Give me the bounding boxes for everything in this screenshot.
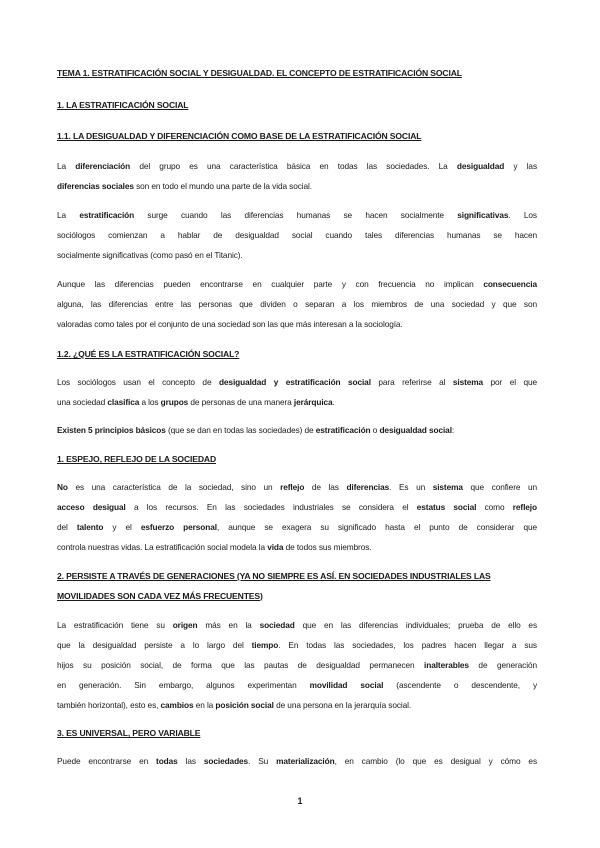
paragraph-1: La diferenciación del grupo es una característica básica en todas las sociedades. La desigualdad y las diferencias sociales son en todo el mundo una parte de la vida social. bbox=[57, 161, 537, 191]
paragraph-7: La estratificación tiene su origen más en la sociedad que en las diferencias individuales; prueba de ello es que la desigualdad persiste a lo largo del tiempo. En todas las sociedades, los padres hacen llegar a sus hijos su posición social, de forma que las pautas de desigualdad permanecen inalterables de generación en generación. Sin embargo, algunos experimentan movilidad social (ascendente o descendente, y también horizontal), esto es, cambios en la posición social de una persona en la jerarquía social. bbox=[57, 620, 538, 710]
paragraph-6: No es una característica de la sociedad, sino un reflejo de las diferencias. Es un sistema que confiere un acceso desigual a los recursos. En las sociedades industriales se considera el estatus social como reflejo del talento y el esfuerzo personal, aunque se exagera su significado hasta el punto de considerar que controla nuestras vidas. La estratificación social modela la vida de todos sus miembros. bbox=[57, 482, 538, 552]
document-body bbox=[57, 64, 537, 771]
paragraph-8: Puede encontrarse en todas las sociedades. Su materialización, en cambio (lo que es desigual y cómo es bbox=[57, 756, 537, 766]
principle-heading-1: 1. ESPEJO, REFLEJO DE LA SOCIEDAD bbox=[57, 454, 217, 464]
section-heading-1-1: 1.1. LA DESIGUALDAD Y DIFERENCIACIÓN COMO BASE DE LA ESTRATIFICACIÓN SOCIAL bbox=[57, 131, 422, 141]
paragraph-5: Existen 5 principios básicos (que se dan en todas las sociedades) de estratificación o desigualdad social: bbox=[57, 425, 455, 435]
section-heading-1: 1. LA ESTRATIFICACIÓN SOCIAL bbox=[57, 100, 189, 110]
paragraph-2: La estratificación surge cuando las diferencias humanas se hacen socialmente significativas. Los sociólogos comienzan a hablar de desigualdad social cuando tales diferencias humanas se hacen socialmente significativas (como pasó en el Titanic). bbox=[57, 210, 537, 260]
paragraph-4: Los sociólogos usan el concepto de desigualdad y estratificación social para referirse al sistema por el que una sociedad clasifica a los grupos de personas de una manera jerárquica. bbox=[57, 377, 537, 407]
paragraph-3: Aunque las diferencias pueden encontrarse en cualquier parte y con frecuencia no implican consecuencia alguna, las diferencias entre las personas que dividen o separan a los miembros de una sociedad y que son valoradas como tales por el conjunto de una sociedad son las que más interesan a la sociología. bbox=[57, 279, 537, 329]
principle-heading-2: 2. PERSISTE A TRAVÉS DE GENERACIONES (YA NO SIEMPRE ES ASÍ. EN SOCIEDADES INDUSTRIALES LAS MOVILIDADES SON CADA VEZ MÁS FRECUENTES) bbox=[57, 571, 491, 601]
document-title: TEMA 1. ESTRATIFICACIÓN SOCIAL Y DESIGUALDAD. EL CONCEPTO DE ESTRATIFICACIÓN SOCIAL bbox=[57, 68, 462, 78]
section-heading-1-2: 1.2. ¿QUÉ ES LA ESTRATIFICACIÓN SOCIAL? bbox=[57, 349, 240, 359]
principle-heading-3: 3. ES UNIVERSAL, PERO VARIABLE bbox=[57, 728, 201, 738]
page-number: 1 bbox=[297, 796, 303, 806]
